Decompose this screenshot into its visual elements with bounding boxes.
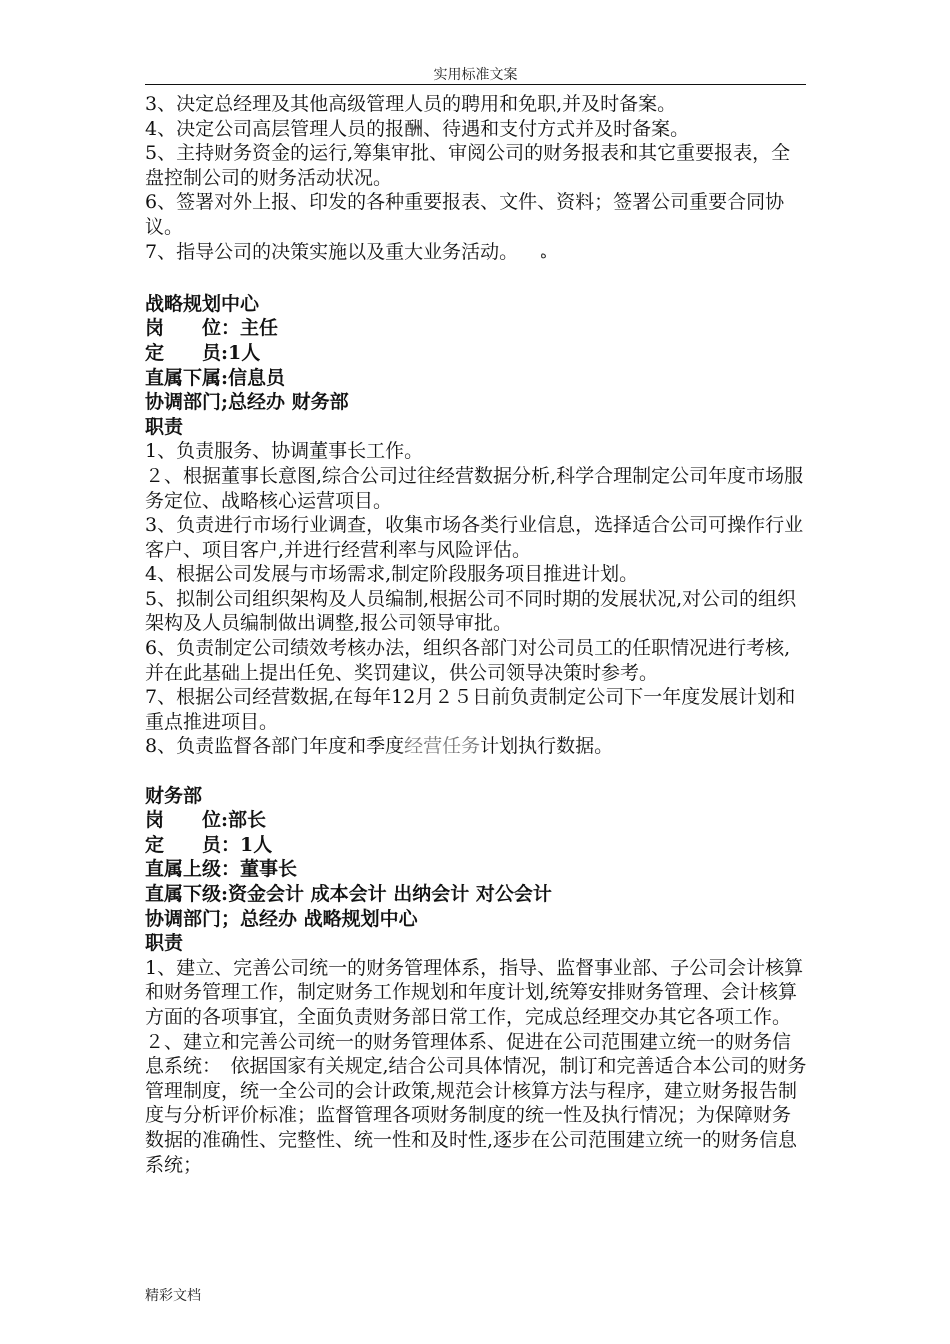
finance-staff: 定 员：1人: [145, 833, 273, 856]
paragraph-mark: ه: [540, 246, 547, 262]
strategy-duty-8: [145, 734, 807, 759]
strategy-section-title: 战略规划中心: [145, 292, 260, 315]
finance-coordination: 协调部门；总经办 战略规划中心: [145, 907, 418, 930]
strategy-duty-2: ２、根据董事长意图,综合公司过往经营数据分析,科学合理制定公司年度市场服务定位、战略核心运营项目。: [145, 464, 804, 512]
strategy-duty-7: 7、根据公司经营数据,在每年12月２５日前负责制定公司下一年度发展计划和重点推进项目。: [145, 686, 796, 733]
strategy-duty-8-highlight: 经营任务: [404, 735, 481, 758]
intro-item-5: 5、主持财务资金的运行,筹集审批、审阅公司的财务报表和其它重要报表，全盘控制公司的财务活动状况。: [145, 142, 791, 189]
finance-superior: 直属上级：董事长: [145, 858, 298, 881]
section-gap: [145, 759, 807, 784]
intro-item-3: 3、决定总经理及其他高级管理人员的聘用和免职,并及时备案。: [145, 93, 677, 115]
page-header: 实用标准文案: [433, 67, 518, 83]
strategy-duty-6: 6、负责制定公司绩效考核办法，组织各部门对公司员工的任职情况进行考核,并在此基础上提出任免、奖罚建议，供公司领导决策时参考。: [145, 637, 791, 684]
strategy-duties-label: 职责: [145, 415, 184, 438]
strategy-position: 岗 位：主任: [145, 317, 279, 340]
strategy-duty-1: 1、负责服务、协调董事长工作。: [145, 440, 424, 463]
finance-duty-2: ２、建立和完善公司统一的财务管理体系、促进在公司范围建立统一的财务信息系统： 依据国家有关规定,结合公司具体情况，制订和完善适合本公司的财务管理制度，统一全公司的会计政策,规范会计核算方法与程序，建立财务报告制度与分析评价标准；监督管理各项财务制度的统一性及执行情况；为保障财务数据的准确性、完整性、统一性和及时性,逐步在公司范围建立统一的财务信息系统；: [145, 1030, 807, 1176]
strategy-staff: 定 员:1人: [145, 341, 261, 364]
strategy-duty-8-end: 计划执行数据。: [480, 735, 614, 758]
finance-duty-1: 1、建立、完善公司统一的财务管理体系，指导、监督事业部、子公司会计核算和财务管理工作，制定财务工作规划和年度计划,统筹安排财务管理、会计核算方面的各项事宜，全面负责财务部日常工作，完成总经理交办其它各项工作。: [145, 956, 804, 1028]
strategy-duty-8-start: 8、负责监督各部门年度和季度: [145, 735, 405, 758]
finance-subordinates: 直属下级:资金会计 成本会计 出纳会计 对公会计: [145, 883, 552, 905]
header-divider: [145, 84, 806, 85]
document-body: [145, 92, 807, 1177]
section-gap: [145, 267, 807, 292]
page-footer: 精彩文档: [145, 1288, 201, 1304]
intro-item-6: 6、签署对外上报、印发的各种重要报表、文件、资料；签署公司重要合同协议。: [145, 191, 785, 238]
intro-item-7: [145, 240, 807, 268]
intro-item-4: 4、决定公司高层管理人员的报酬、待遇和支付方式并及时备案。: [145, 117, 690, 140]
strategy-subordinate: 直属下属:信息员: [145, 366, 286, 389]
strategy-duty-5: 5、拟制公司组织架构及人员编制,根据公司不同时期的发展状况,对公司的组织架构及人员编制做出调整,报公司领导审批。: [145, 587, 797, 635]
finance-section-title: 财务部: [145, 784, 203, 807]
strategy-duty-3: 3、负责进行市场行业调查，收集市场各类行业信息，选择适合公司可操作行业客户、项目客户,并进行经营利率与风险评估。: [145, 514, 804, 561]
finance-position: 岗 位:部长: [145, 809, 267, 832]
finance-duties-label: 职责: [145, 932, 184, 955]
strategy-duty-4: 4、根据公司发展与市场需求,制定阶段服务项目推进计划。: [145, 563, 639, 586]
intro-item-7-text: 7、指导公司的决策实施以及重大业务活动。: [145, 240, 519, 263]
strategy-coordination: 协调部门;总经办 财务部: [145, 391, 349, 414]
